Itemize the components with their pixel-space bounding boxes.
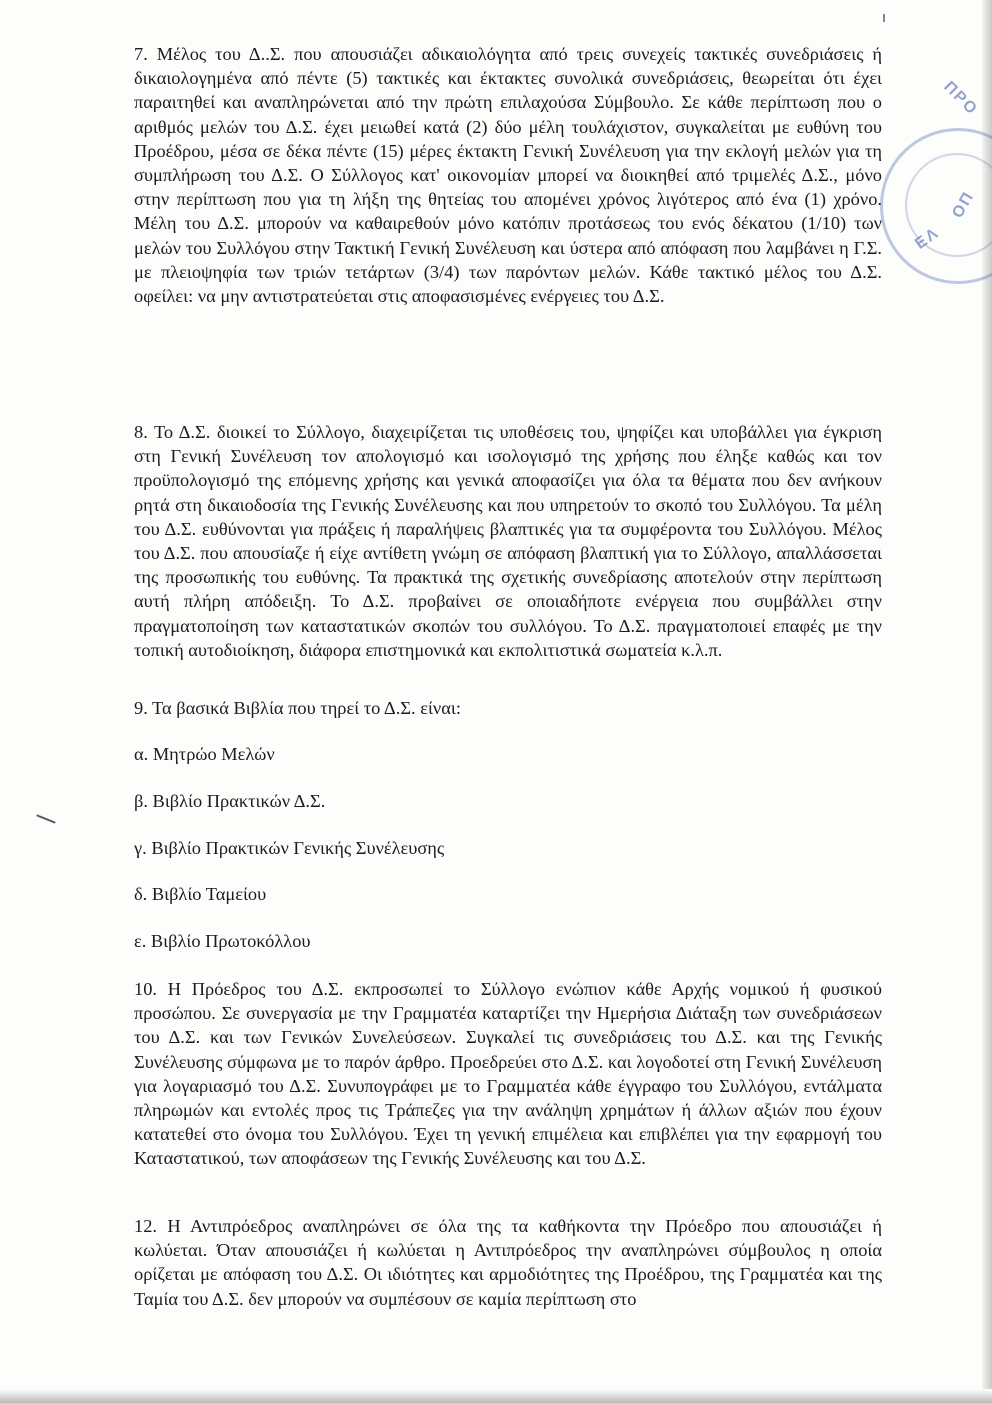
scan-mark	[883, 14, 885, 22]
paragraph-9-heading: 9. Τα βασικά Βιβλία που τηρεί το Δ.Σ. είναι:	[134, 698, 461, 718]
paragraph-7: 7. Μέλος του Δ..Σ. που απουσιάζει αδικαιολόγητα από τρεις συνεχείς τακτικές συνεδριάσεις ή δικαιολογημένα από πέντε (5) τακτικές και έκτακτες συνολικά συνεδριάσεις, θεωρείται ότι έχει παραιτηθεί και αναπληρώνεται από την πρώτη επιλαχούσα Σύμβουλο. Σε κάθε περίπτωση που ο αριθμός μελών του Δ.Σ. έχει μειωθεί κατά (2) δύο μέλη τουλάχιστον, συγκαλείται με ευθύνη του Προέδρου, μέσα σε δέκα πέντε (15) μέρες έκτακτη Γενική Συνέλευση για την εκλογή μελών για τη συμπλήρωση του Δ.Σ. Ο Σύλλογος κατ' οικονομίαν μπορεί να διοικηθεί από τριμελές Δ.Σ., μόνο στην περίπτωση που για τη λήξη της θητείας του απομένει χρόνος λιγότερος από ένα (1) χρόνο. Μέλη του Δ.Σ. μπορούν να καθαιρεθούν μόνο κατόπιν προτάσεως του ενός δέκατου (1/10) των μελών του Συλλόγου στην Τακτική Γενική Συνέλευση και ύστερα από απόφαση που λαμβάνει η Γ.Σ. με πλειοψηφία των τριών τετάρτων (3/4) των παρόντων μελών. Κάθε τακτικό μέλος του Δ.Σ. οφείλει: να μην αντιστρατεύεται στις αποφασισμένες ενέργειες του Δ.Σ.	[134, 44, 882, 307]
book-list-item: δ. Βιβλίο Ταμείου	[134, 884, 267, 904]
stamp-lettering: ΠΡΟ	[940, 78, 982, 120]
margin-pen-mark	[36, 814, 55, 823]
scan-edge-bottom	[0, 1389, 992, 1403]
stamp-lettering: ΟΠ	[949, 188, 978, 222]
paragraph-10: 10. Η Πρόεδρος του Δ.Σ. εκπροσωπεί το Σύλλογο ενώπιον κάθε Αρχής νομικού ή φυσικού προσώπου. Σε συνεργασία με την Γραμματέα καταρτίζει την Ημερήσια Διάταξη των συνεδριάσεων του Δ.Σ. και των Γενικών Συνελεύσεων. Συγκαλεί τις συνεδριάσεις του Δ.Σ. και της Γενικής Συνέλευσης σύμφωνα με το παρόν άρθρο. Προεδρεύει στο Δ.Σ. και λογοδοτεί στη Γενική Συνέλευση για λογαριασμό του Δ.Σ. Συνυπογράφει με το Γραμματέα κάθε έγγραφο του Συλλόγου, εντάλματα πληρωμών και εντολές προς τις Τράπεζες για την ανάληψη χρημάτων ή άλλων αξιών που έχουν κατατεθεί στο όνομα του Συλλόγου. Έχει τη γενική επιμέλεια και επιβλέπει για την εφαρμογή του Καταστατικού, των αποφάσεων της Γενικής Συνέλευσης και του Δ.Σ.	[134, 979, 882, 1169]
stamp-lettering: ΕΛ	[912, 224, 943, 253]
book-list-item: ε. Βιβλίο Πρωτοκόλλου	[134, 931, 311, 951]
book-list-item: γ. Βιβλίο Πρακτικών Γενικής Συνέλευσης	[134, 838, 445, 858]
book-list-item: α. Μητρώο Μελών	[134, 744, 275, 764]
paragraph-8: 8. Το Δ.Σ. διοικεί το Σύλλογο, διαχειρίζεται τις υποθέσεις του, ψηφίζει και υποβάλλει για έγκριση στη Γενική Συνέλευση τον απολογισμό και ισολογισμό της χρήσης που έληξε καθώς και τον προϋπολογισμό της επόμενης χρήσης και γενικά αποφασίζει για όλα τα θέματα που δεν ανήκουν ρητά στη δικαιοδοσία της Γενικής Συνέλευσης και που υπηρετούν το σκοπό του Συλλόγου. Τα μέλη του Δ.Σ. ευθύνονται για πράξεις ή παραλήψεις βλαπτικές για τα συμφέροντα του Συλλόγου. Μέλος του Δ.Σ. που απουσίαζε ή είχε αντίθετη γνώμη σε απόφαση βλαπτική για το Σύλλογο, απαλλάσσεται της προσωπικής του ευθύνης. Τα πρακτικά της σχετικής συνεδρίασης αποτελούν στην περίπτωση αυτή πλήρη απόδειξη. Το Δ.Σ. προβαίνει σε οποιαδήποτε ενέργεια που συμβάλλει στην πραγματοποίηση των καταστατικών σκοπών του συλλόγου. Το Δ.Σ. πραγματοποιεί επαφές με την τοπική αυτοδιοίκηση, διάφορα επιστημονικά και εκπολιτιστικά σωματεία κ.λ.π.	[134, 422, 882, 660]
paragraph-12: 12. Η Αντιπρόεδρος αναπληρώνει σε όλα της τα καθήκοντα την Πρόεδρο που απουσιάζει ή κωλύεται. Όταν απουσιάζει ή κωλύεται η Αντιπρόεδρος την αναπληρώνει σύμβουλος η οποία ορίζεται με απόφαση του Δ.Σ. Οι ιδιότητες και αρμοδιότητες της Προέδρου, της Γραμματέα και της Ταμία του Δ.Σ. δεν μπορούν να συμπέσουν σε καμία περίπτωση στο	[134, 1216, 882, 1309]
book-list-item: β. Βιβλίο Πρακτικών Δ.Σ.	[134, 791, 326, 811]
